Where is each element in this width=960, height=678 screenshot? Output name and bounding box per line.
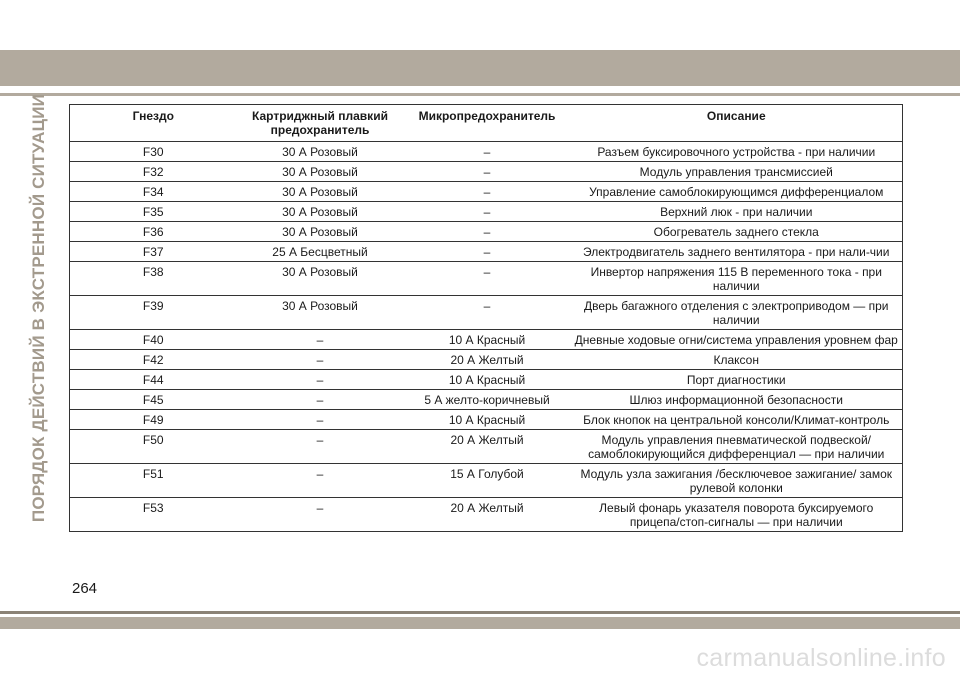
- cell-description: Модуль управления трансмиссией: [571, 162, 903, 182]
- cell-micro-fuse: –: [404, 162, 571, 182]
- cell-cartridge-fuse: –: [237, 350, 404, 370]
- cell-slot: F51: [70, 464, 237, 498]
- cell-cartridge-fuse: –: [237, 498, 404, 532]
- top-decor-line: [0, 93, 960, 96]
- fuse-table: [69, 104, 903, 532]
- cell-cartridge-fuse: 30 А Розовый: [237, 296, 404, 330]
- cell-slot: F36: [70, 222, 237, 242]
- cell-micro-fuse: –: [404, 242, 571, 262]
- table-row: [70, 350, 903, 370]
- cell-cartridge-fuse: 30 А Розовый: [237, 162, 404, 182]
- table-row: [70, 242, 903, 262]
- table-row: [70, 464, 903, 498]
- table-row: [70, 162, 903, 182]
- cell-micro-fuse: 20 А Желтый: [404, 350, 571, 370]
- cell-micro-fuse: 10 А Красный: [404, 330, 571, 350]
- cell-micro-fuse: –: [404, 202, 571, 222]
- header-description: Описание: [571, 105, 903, 142]
- table-row: [70, 390, 903, 410]
- cell-cartridge-fuse: –: [237, 370, 404, 390]
- cell-description: Управление самоблокирующимся дифференциалом: [571, 182, 903, 202]
- header-cartridge-fuse: Картриджный плавкий предохранитель: [237, 105, 404, 142]
- cell-slot: F30: [70, 142, 237, 162]
- cell-slot: F38: [70, 262, 237, 296]
- cell-cartridge-fuse: 30 А Розовый: [237, 222, 404, 242]
- cell-slot: F49: [70, 410, 237, 430]
- cell-slot: F40: [70, 330, 237, 350]
- cell-description: Дверь багажного отделения с электроприводом — при наличии: [571, 296, 903, 330]
- cell-slot: F39: [70, 296, 237, 330]
- cell-micro-fuse: 15 А Голубой: [404, 464, 571, 498]
- cell-description: Разъем буксировочного устройства - при наличии: [571, 142, 903, 162]
- cell-slot: F50: [70, 430, 237, 464]
- cell-micro-fuse: 10 А Красный: [404, 410, 571, 430]
- cell-micro-fuse: –: [404, 142, 571, 162]
- cell-description: Инвертор напряжения 115 В переменного тока - при наличии: [571, 262, 903, 296]
- cell-micro-fuse: –: [404, 182, 571, 202]
- cell-cartridge-fuse: –: [237, 390, 404, 410]
- table-row: [70, 296, 903, 330]
- table-header-row: [70, 105, 903, 142]
- bottom-decor-band: [0, 617, 960, 629]
- table-row: [70, 498, 903, 532]
- section-side-title: ПОРЯДОК ДЕЙСТВИЙ В ЭКСТРЕННОЙ СИТУАЦИИ: [29, 93, 48, 523]
- cell-slot: F45: [70, 390, 237, 410]
- cell-description: Модуль узла зажигания /бесключевое зажигание/ замок рулевой колонки: [571, 464, 903, 498]
- cell-description: Блок кнопок на центральной консоли/Климат-контроль: [571, 410, 903, 430]
- table-row: [70, 330, 903, 350]
- cell-cartridge-fuse: 30 А Розовый: [237, 202, 404, 222]
- cell-slot: F34: [70, 182, 237, 202]
- cell-description: Электродвигатель заднего вентилятора - при нали-чии: [571, 242, 903, 262]
- cell-description: Обогреватель заднего стекла: [571, 222, 903, 242]
- cell-slot: F42: [70, 350, 237, 370]
- cell-micro-fuse: –: [404, 222, 571, 242]
- cell-cartridge-fuse: 30 А Розовый: [237, 262, 404, 296]
- table-body: [70, 142, 903, 532]
- table-row: [70, 182, 903, 202]
- cell-description: Модуль управления пневматической подвеской/ самоблокирующийся дифференциал — при наличии: [571, 430, 903, 464]
- cell-cartridge-fuse: 25 А Бесцветный: [237, 242, 404, 262]
- cell-cartridge-fuse: –: [237, 410, 404, 430]
- cell-description: Дневные ходовые огни/система управления уровнем фар: [571, 330, 903, 350]
- cell-description: Порт диагностики: [571, 370, 903, 390]
- cell-description: Шлюз информационной безопасности: [571, 390, 903, 410]
- cell-cartridge-fuse: 30 А Розовый: [237, 182, 404, 202]
- cell-micro-fuse: 20 А Желтый: [404, 498, 571, 532]
- table-row: [70, 410, 903, 430]
- table-row: [70, 222, 903, 242]
- bottom-decor-line: [0, 611, 960, 614]
- cell-micro-fuse: 20 А Желтый: [404, 430, 571, 464]
- cell-micro-fuse: 10 А Красный: [404, 370, 571, 390]
- cell-description: Клаксон: [571, 350, 903, 370]
- cell-micro-fuse: –: [404, 296, 571, 330]
- cell-slot: F32: [70, 162, 237, 182]
- cell-description: Левый фонарь указателя поворота буксируемого прицепа/стоп-сигналы — при наличии: [571, 498, 903, 532]
- cell-description: Верхний люк - при наличии: [571, 202, 903, 222]
- table-row: [70, 142, 903, 162]
- watermark: carmanualsonline.info: [696, 644, 946, 672]
- cell-slot: F53: [70, 498, 237, 532]
- page-number: 264: [72, 580, 98, 597]
- cell-cartridge-fuse: 30 А Розовый: [237, 142, 404, 162]
- cell-cartridge-fuse: –: [237, 464, 404, 498]
- cell-slot: F37: [70, 242, 237, 262]
- cell-micro-fuse: 5 А желто-коричневый: [404, 390, 571, 410]
- cell-slot: F44: [70, 370, 237, 390]
- table-row: [70, 430, 903, 464]
- table-row: [70, 202, 903, 222]
- table-row: [70, 262, 903, 296]
- header-micro-fuse: Микропредохранитель: [404, 105, 571, 142]
- cell-cartridge-fuse: –: [237, 430, 404, 464]
- top-decor-band: [0, 50, 960, 86]
- table-row: [70, 370, 903, 390]
- header-slot: Гнездо: [70, 105, 237, 142]
- cell-cartridge-fuse: –: [237, 330, 404, 350]
- cell-micro-fuse: –: [404, 262, 571, 296]
- cell-slot: F35: [70, 202, 237, 222]
